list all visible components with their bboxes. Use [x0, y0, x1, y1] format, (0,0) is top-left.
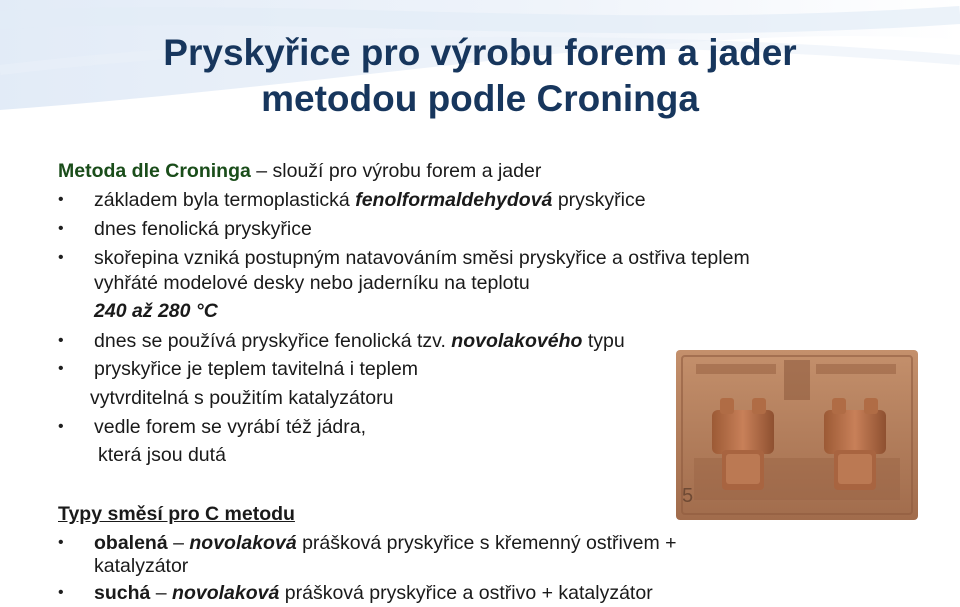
bullet-5: •: [58, 360, 64, 377]
bullet-1: •: [58, 191, 64, 208]
bullet-6: •: [58, 418, 64, 435]
mix-type-dry: suchá – novolaková prášková pryskyřice a ostřivo + katalyzátor: [94, 582, 653, 604]
mold-photo: [676, 350, 918, 520]
method-name: Metoda dle Croninga: [58, 160, 251, 182]
emphasis-fenolformaldehydova: fenolformaldehydová: [355, 189, 553, 211]
emphasis-novolakoveho: novolakového: [451, 330, 583, 352]
mix-type-coated-line-2: katalyzátor: [94, 555, 189, 577]
list-item-2: dnes fenolická pryskyřice: [94, 218, 312, 240]
list-item-3-line-1: skořepina vzniká postupným natavováním směsi pryskyřice a ostřiva teplem: [94, 247, 750, 269]
temperature-range: 240 až 280 °C: [94, 300, 218, 322]
title-line-2: metodou podle Croninga: [261, 78, 699, 119]
list-item-6-line-2: která jsou dutá: [98, 444, 226, 466]
mix-name-obalena: obalená: [94, 532, 168, 554]
section2-heading: Typy směsí pro C metodu: [58, 503, 295, 525]
bullet-7: •: [58, 534, 64, 551]
bullet-3: •: [58, 249, 64, 266]
bullet-4: •: [58, 332, 64, 349]
list-item-4: dnes se používá pryskyřice fenolická tzv. novolakového typu: [94, 330, 625, 352]
title-line-1: Pryskyřice pro výrobu forem a jader: [163, 32, 797, 73]
mold-number-label: 5: [682, 485, 694, 507]
bullet-8: •: [58, 584, 64, 601]
list-item-1: základem byla termoplastická fenolformaldehydová pryskyřice: [94, 189, 646, 211]
bullet-2: •: [58, 220, 64, 237]
list-item-3-line-2: vyhřáté modelové desky nebo jaderníku na teplotu: [94, 272, 530, 294]
mix-name-sucha: suchá: [94, 582, 151, 604]
list-item-5-line-1: pryskyřice je teplem tavitelná i teplem: [94, 358, 419, 380]
list-item-5-line-2: vytvrditelná s použitím katalyzátoru: [90, 387, 394, 409]
section1-heading: [58, 158, 541, 184]
mix-type-coated: obalená – novolaková prášková pryskyřice s křemenný ostřivem +: [94, 532, 677, 554]
slide-title: [0, 30, 960, 122]
list-item-6-line-1: vedle forem se vyrábí též jádra,: [94, 416, 367, 438]
method-description: – slouží pro výrobu forem a jader: [250, 160, 542, 182]
